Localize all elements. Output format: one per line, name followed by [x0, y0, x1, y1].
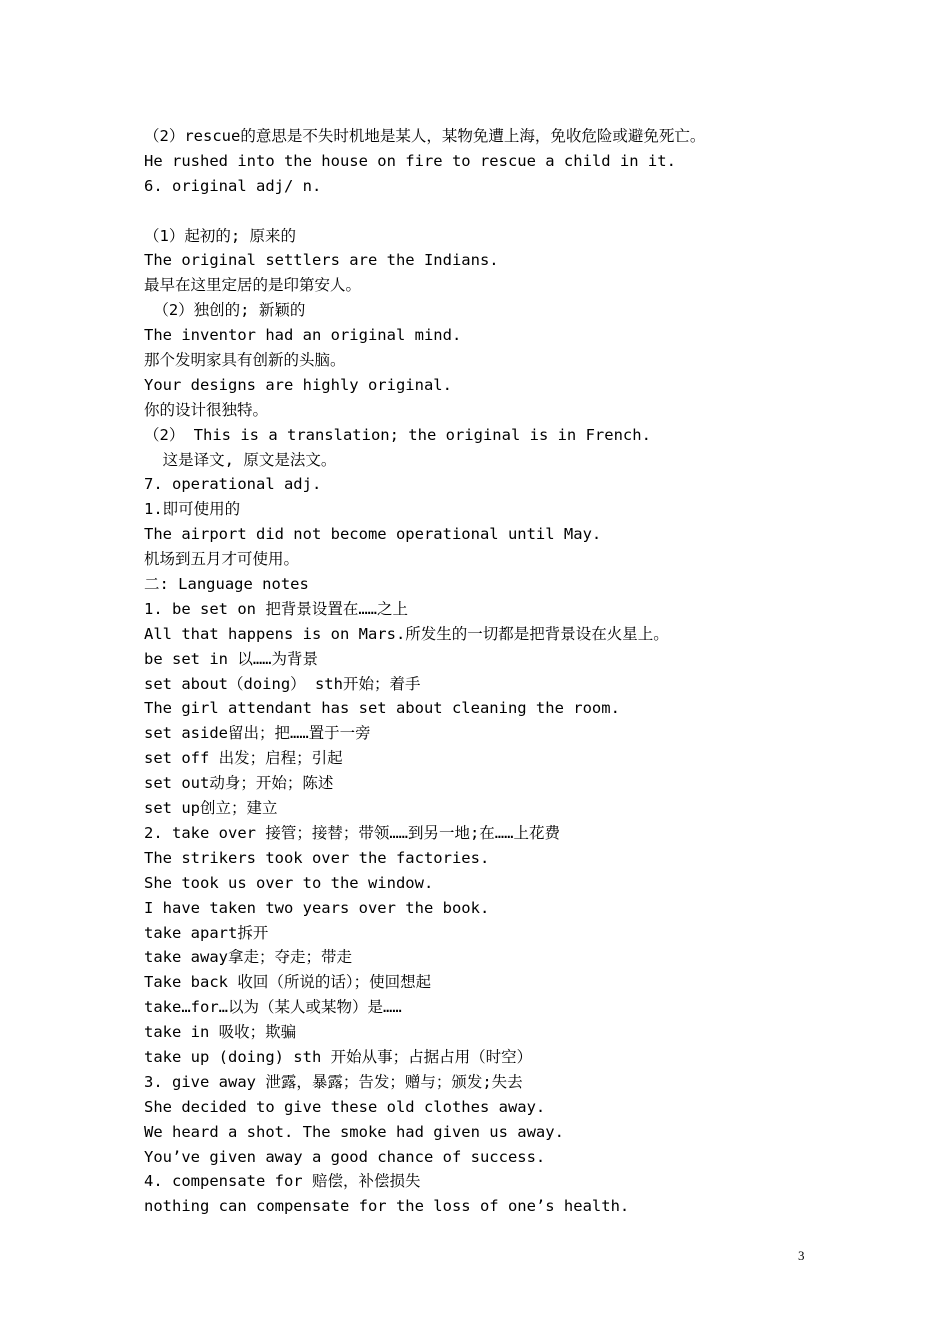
text-line: 最早在这里定居的是印第安人。 [144, 276, 362, 295]
text-line: You’ve given away a good chance of success. [144, 1147, 546, 1166]
text-line: I have taken two years over the book. [144, 898, 490, 917]
text-line: She decided to give these old clothes away. [144, 1097, 546, 1116]
text-line: She took us over to the window. [144, 873, 434, 892]
text-line: 2. take over 接管；接替；带领……到另一地;在……上花费 [144, 823, 560, 842]
text-line: The original settlers are the Indians. [144, 251, 499, 270]
section-heading: 二: Language notes [144, 575, 309, 594]
text-line: set aside留出；把……置于一旁 [144, 724, 371, 743]
text-line: take…for…以为（某人或某物）是…… [144, 998, 402, 1017]
text-line: 这是译文, 原文是法文。 [144, 450, 337, 469]
text-line: take apart拆开 [144, 923, 269, 942]
text-line: 3. give away 泄露，暴露；告发；赠与；颁发;失去 [144, 1072, 523, 1091]
text-line: 那个发明家具有创新的头脑。 [144, 351, 346, 370]
text-line: 7. operational adj. [144, 475, 322, 494]
text-line: be set in 以……为背景 [144, 649, 318, 668]
text-line: 4. compensate for 赔偿，补偿损失 [144, 1172, 421, 1191]
text-line: 机场到五月才可使用。 [144, 550, 300, 569]
document-body [144, 124, 824, 1219]
text-line: Your designs are highly original. [144, 375, 452, 394]
text-line: take away拿走；夺走；带走 [144, 948, 352, 967]
text-line: （2） This is a translation; the original is in French. [144, 425, 651, 444]
text-line: The girl attendant has set about cleaning the room. [144, 699, 620, 718]
text-line: 6. original adj/ n. [144, 176, 322, 195]
text-line: （2）rescue的意思是不失时机地是某人，某物免遭上海，免收危险或避免死亡。 [144, 127, 706, 145]
page-number: 3 [798, 1248, 805, 1263]
text-line: We heard a shot. The smoke had given us away. [144, 1122, 564, 1141]
text-line: set off 出发；启程；引起 [144, 749, 343, 768]
text-line: （2）独创的; 新颖的 [144, 301, 306, 320]
text-line: He rushed into the house on fire to rescue a child in it. [144, 151, 676, 170]
text-line: （1）起初的; 原来的 [144, 226, 296, 245]
text-line: The strikers took over the factories. [144, 848, 490, 867]
text-line: set about（doing） sth开始；着手 [144, 674, 421, 693]
blank-line [144, 199, 824, 224]
text-line: set up创立；建立 [144, 799, 278, 818]
text-line: nothing can compensate for the loss of one’s health. [144, 1197, 630, 1216]
text-line: take in 吸收；欺骗 [144, 1023, 297, 1042]
text-line: 1.即可使用的 [144, 500, 241, 519]
text-line: The airport did not become operational until May. [144, 525, 602, 544]
text-line: 1. be set on 把背景设置在……之上 [144, 599, 408, 618]
text-line: 你的设计很独特。 [144, 400, 269, 419]
text-line: Take back 收回（所说的话）；使回想起 [144, 973, 432, 992]
text-line: set out动身；开始；陈述 [144, 774, 334, 793]
text-line: All that happens is on Mars.所发生的一切都是把背景设在火星上。 [144, 624, 669, 643]
text-line: take up (doing) sth 开始从事；占据占用（时空） [144, 1047, 533, 1066]
text-line: The inventor had an original mind. [144, 326, 462, 345]
